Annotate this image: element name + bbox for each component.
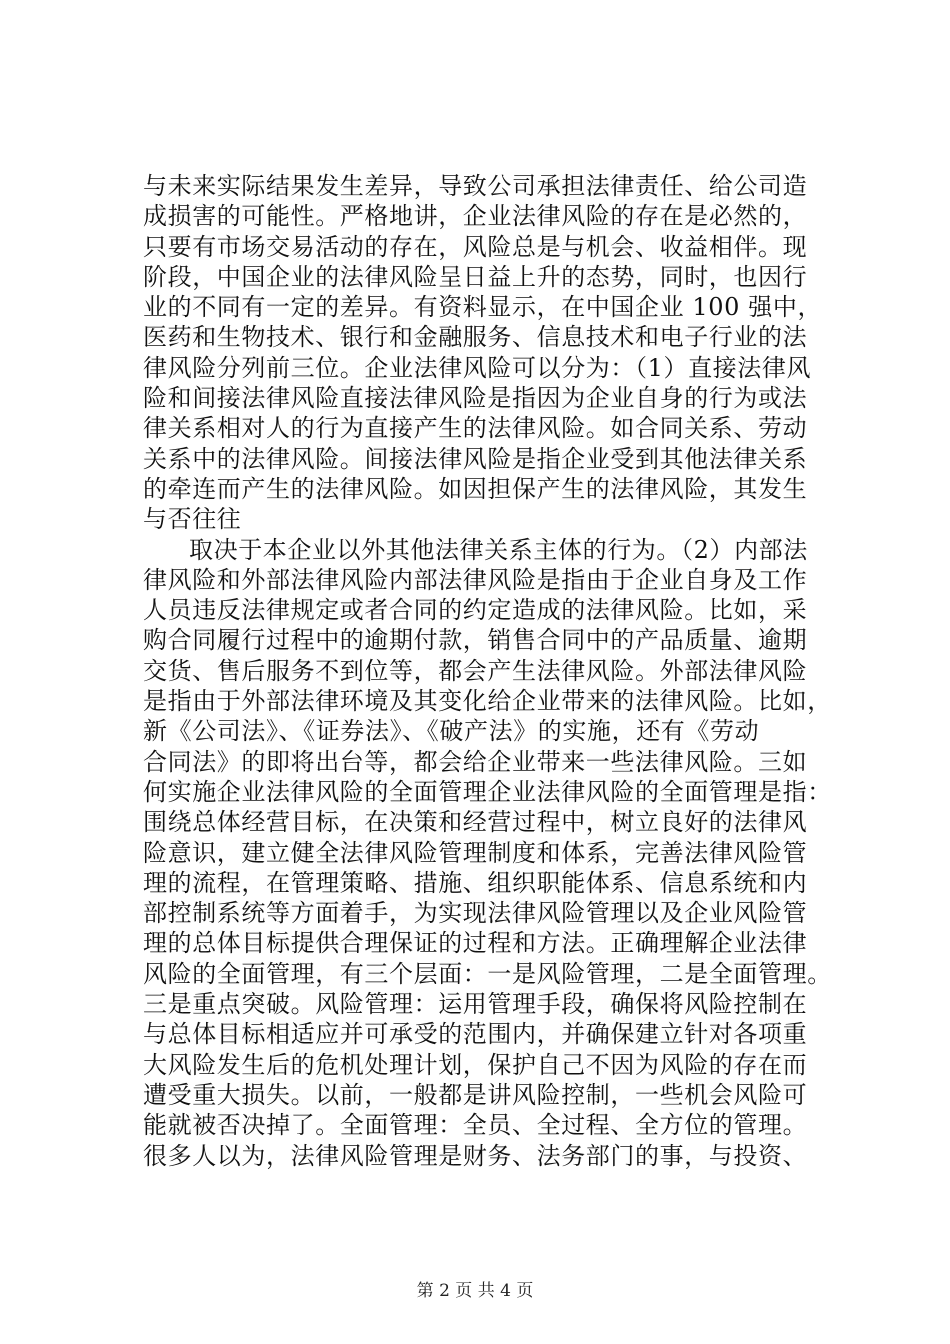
text-line: 能就被否决掉了。全面管理：全员、全过程、全方位的管理。 bbox=[143, 1111, 808, 1140]
text-line: 是指由于外部法律环境及其变化给企业带来的法律风险。比如， bbox=[143, 687, 832, 716]
text-line: 律风险和外部法律风险内部法律风险是指由于企业自身及工作 bbox=[143, 565, 808, 594]
text-line: 购合同履行过程中的逾期付款，销售合同中的产品质量、逾期 bbox=[143, 626, 808, 655]
text-line: 关系中的法律风险。间接法律风险是指企业受到其他法律关系 bbox=[143, 444, 808, 473]
text-line: 三是重点突破。风险管理：运用管理手段，确保将风险控制在 bbox=[143, 990, 808, 1019]
text-line: 的牵连而产生的法律风险。如因担保产生的法律风险，其发生 bbox=[143, 474, 808, 503]
document-body bbox=[143, 171, 843, 1171]
text-line: 险意识，建立健全法律风险管理制度和体系，完善法律风险管 bbox=[143, 838, 808, 867]
text-line: 取决于本企业以外其他法律关系主体的行为。（2）内部法 bbox=[189, 535, 808, 564]
text-line: 成损害的可能性。严格地讲，企业法律风险的存在是必然的， bbox=[143, 202, 808, 231]
text-line: 律关系相对人的行为直接产生的法律风险。如合同关系、劳动 bbox=[143, 414, 808, 443]
text-line: 医药和生物技术、银行和金融服务、信息技术和电子行业的法 bbox=[143, 323, 808, 352]
text-line: 部控制系统等方面着手，为实现法律风险管理以及企业风险管 bbox=[143, 899, 808, 928]
text-line: 律风险分列前三位。企业法律风险可以分为：（1）直接法律风 bbox=[143, 353, 812, 382]
text-line: 人员违反法律规定或者合同的约定造成的法律风险。比如，采 bbox=[143, 596, 808, 625]
text-line: 阶段，中国企业的法律风险呈日益上升的态势，同时，也因行 bbox=[143, 262, 808, 291]
text-line: 何实施企业法律风险的全面管理企业法律风险的全面管理是指： bbox=[143, 777, 832, 806]
text-line: 合同法》的即将出台等，都会给企业带来一些法律风险。三如 bbox=[143, 747, 808, 776]
text-line: 新《公司法》、《证券法》、《破产法》的实施，还有《劳动 bbox=[143, 717, 760, 746]
text-line: 险和间接法律风险直接法律风险是指因为企业自身的行为或法 bbox=[143, 384, 808, 413]
text-line: 风险的全面管理，有三个层面：一是风险管理，二是全面管理。 bbox=[143, 959, 832, 988]
text-line: 与未来实际结果发生差异，导致公司承担法律责任、给公司造 bbox=[143, 172, 808, 200]
text-line: 与总体目标相适应并可承受的范围内，并确保建立针对各项重 bbox=[143, 1020, 808, 1049]
text-line: 只要有市场交易活动的存在，风险总是与机会、收益相伴。现 bbox=[143, 232, 808, 261]
text-line: 业的不同有一定的差异。有资料显示，在中国企业 100 强中， bbox=[143, 293, 823, 322]
text-line: 遭受重大损失。以前，一般都是讲风险控制，一些机会风险可 bbox=[143, 1080, 808, 1109]
text-line: 围绕总体经营目标，在决策和经营过程中，树立良好的法律风 bbox=[143, 808, 808, 837]
text-line: 交货、售后服务不到位等，都会产生法律风险。外部法律风险 bbox=[143, 656, 808, 685]
text-line: 理的流程，在管理策略、措施、组织职能体系、信息系统和内 bbox=[143, 868, 808, 897]
text-line: 理的总体目标提供合理保证的过程和方法。正确理解企业法律 bbox=[143, 929, 808, 958]
text-line: 很多人以为，法律风险管理是财务、法务部门的事，与投资、 bbox=[143, 1141, 808, 1170]
paragraph bbox=[143, 171, 843, 535]
text-line: 大风险发生后的危机处理计划，保护自己不因为风险的存在而 bbox=[143, 1050, 808, 1079]
paragraph bbox=[143, 535, 843, 1171]
page-number-footer: 第 2 页 共 4 页 bbox=[416, 1281, 534, 1301]
text-line: 与否往往 bbox=[143, 505, 242, 534]
